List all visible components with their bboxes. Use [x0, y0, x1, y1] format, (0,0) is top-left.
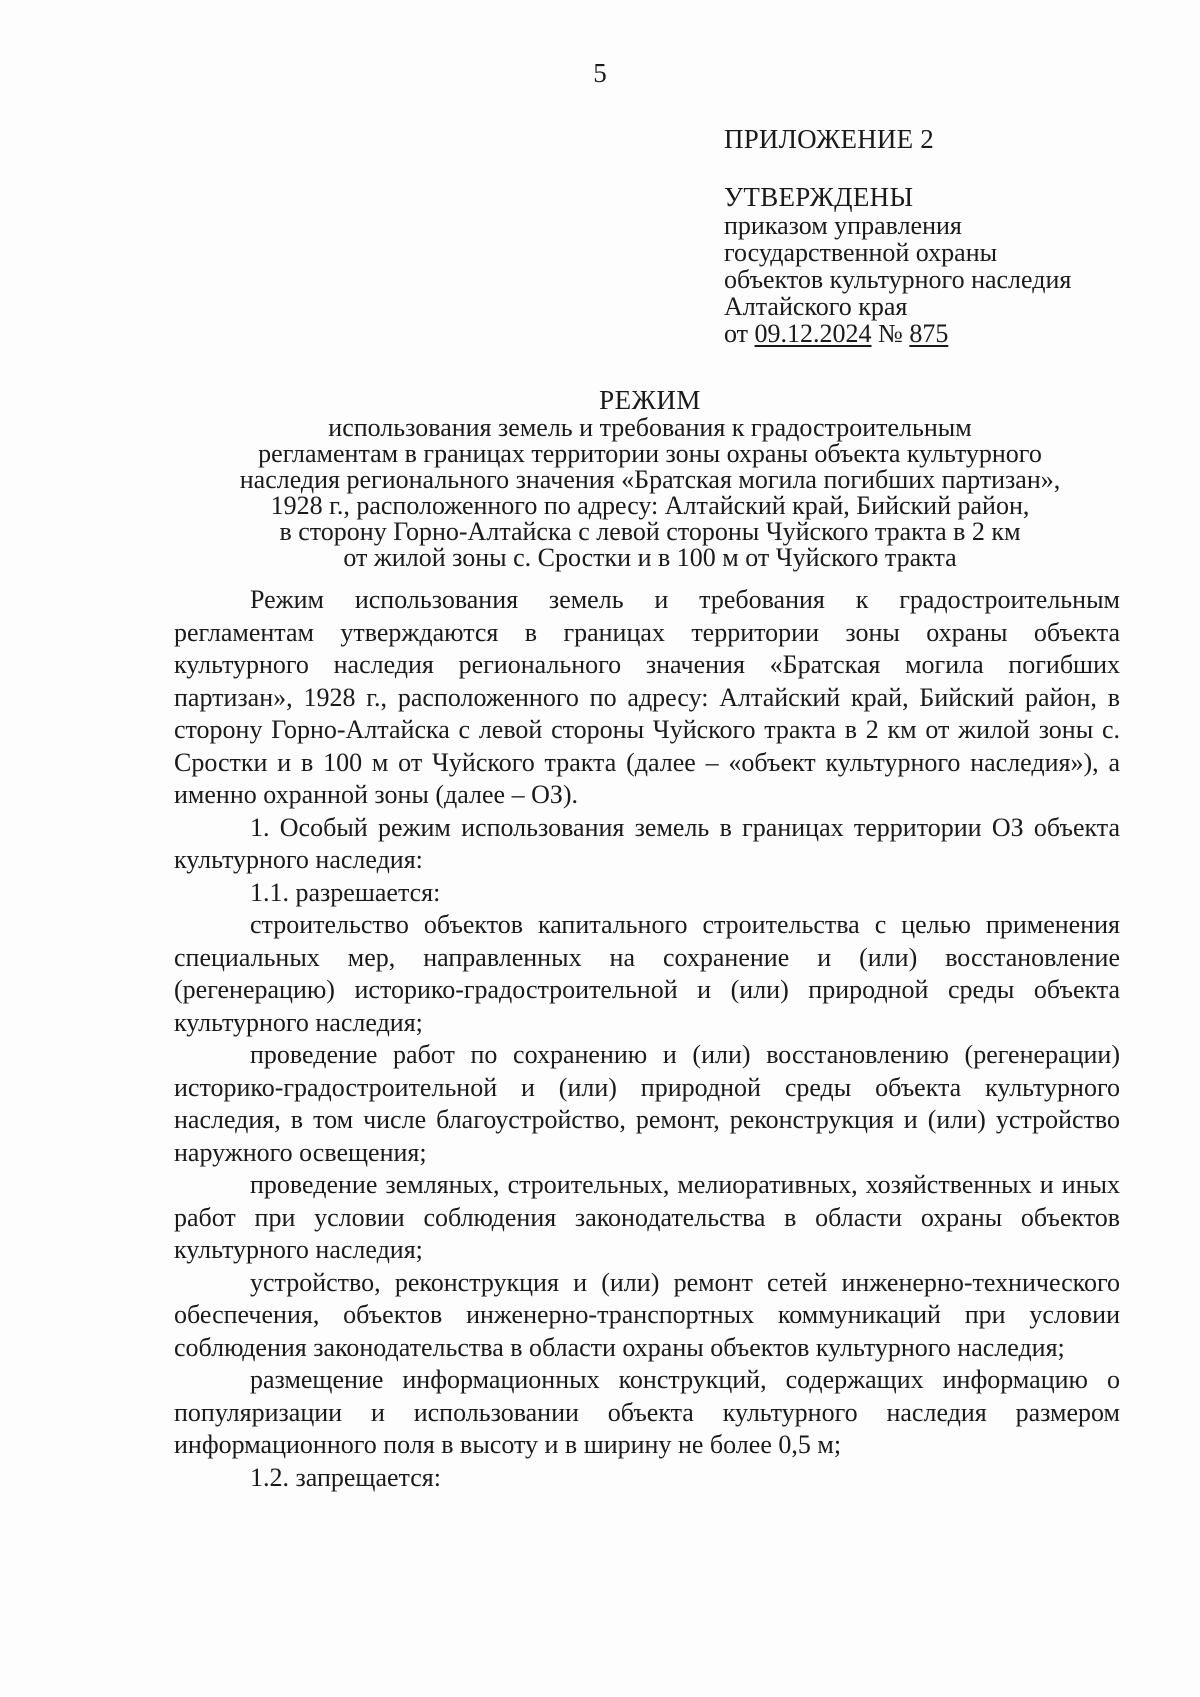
intro-paragraph: Режим использования земель и требования к градостроительным регламентам утверждаются в границах территории зоны охраны объекта культурного наследия регионального значения «Братская могила погибших партизан», 1928 г., расположенного по адресу: Алтайский край, Бийский район, в сторону Горно-Алтайска с левой стороны Чуйского тракта в 2 км от жилой зоны с. Сростки и в 100 м от Чуйского тракта (далее – «объект культурного наследия»), а именно охранной зоны (далее – ОЗ).: [174, 585, 1120, 809]
approved-line: Алтайского края: [724, 292, 908, 321]
allowed-paragraph: размещение информационных конструкций, содержащих информацию о популяризации и использовании объекта культурного наследия размером информационного поля в высоту и в ширину не более 0,5 м;: [174, 1365, 1120, 1459]
date-prefix: от: [724, 319, 755, 348]
heading-line: от жилой зоны с. Сростки и в 100 м от Чуйского тракта: [343, 543, 957, 572]
order-date-number: [724, 320, 1164, 347]
heading-line: регламентам в границах территории зоны охраны объекта культурного: [258, 439, 1042, 468]
heading-line: 1928 г., расположенного по адресу: Алтайский край, Бийский район,: [270, 491, 1030, 520]
item-1-2-paragraph: 1.2. запрещается:: [250, 1462, 441, 1492]
allowed-paragraph: проведение земляных, строительных, мелиоративных, хозяйственных и иных работ при условии соблюдения законодательства в области охраны объектов культурного наследия;: [174, 1170, 1120, 1264]
number-sign: №: [871, 319, 910, 348]
allowed-paragraph: строительство объектов капитального строительства с целью применения специальных мер, направленных на сохранение и (или) восстановление (регенерацию) историко-градостроительной и (или) природной среды объекта культурного наследия;: [174, 910, 1120, 1037]
heading-line: наследия регионального значения «Братская могила погибших партизан»,: [239, 465, 1061, 494]
order-date: 09.12.2024: [754, 319, 872, 348]
document-body: [174, 584, 1120, 1494]
item-1-paragraph: 1. Особый режим использования земель в границах территории ОЗ объекта культурного наследия:: [174, 812, 1120, 874]
item-1-1-paragraph: 1.1. разрешается:: [250, 877, 441, 907]
heading-line: использования земель и требования к градостроительным: [328, 413, 972, 442]
page-number: 5: [593, 58, 607, 88]
heading-line: в сторону Горно-Алтайска с левой стороны Чуйского тракта в 2 км: [279, 517, 1021, 546]
approved-line: государственной охраны: [724, 238, 998, 267]
document-heading: [150, 385, 1150, 571]
allowed-paragraph: проведение работ по сохранению и (или) восстановлению (регенерации) историко-градостроительной и (или) природной среды объекта культурного наследия, в том числе благоустройство, ремонт, реконструкция и (или) устройство наружного освещения;: [174, 1040, 1120, 1167]
approved-title: УТВЕРЖДЕНЫ: [724, 182, 914, 212]
order-number: 875: [909, 319, 949, 348]
approved-line: объектов культурного наследия: [724, 265, 1072, 294]
appendix-approval-block: [724, 124, 1164, 347]
appendix-title: ПРИЛОЖЕНИЕ 2: [724, 124, 934, 154]
approved-line: приказом управления: [724, 211, 962, 240]
allowed-paragraph: устройство, реконструкция и (или) ремонт сетей инженерно-технического обеспечения, объектов инженерно-транспортных коммуникаций при условии соблюдения законодательства в области охраны объектов культурного наследия;: [174, 1267, 1120, 1362]
heading-title: РЕЖИМ: [599, 385, 701, 415]
